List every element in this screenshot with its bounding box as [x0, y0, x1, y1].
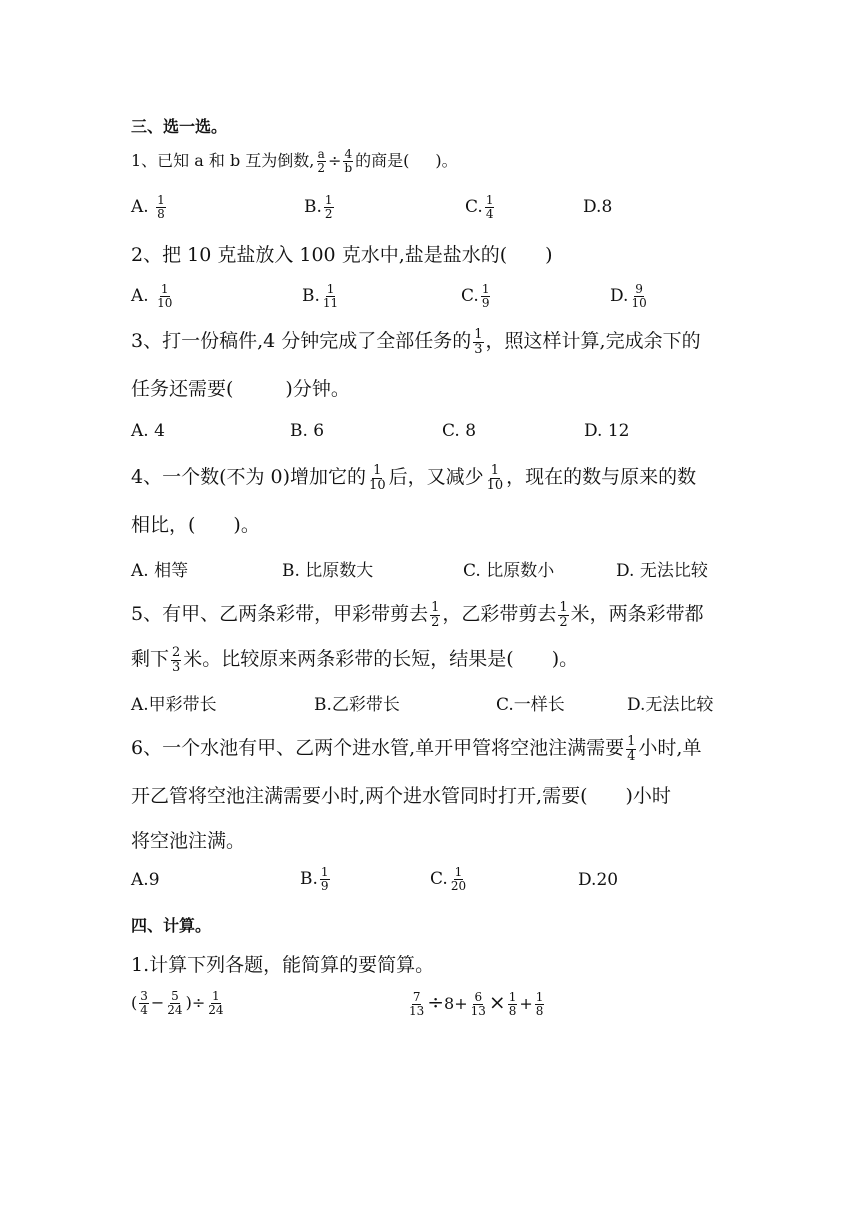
question-3-line-2: 任务还需要( )分钟。 [131, 378, 350, 400]
section-4-instruction: 1.计算下列各题，能简算的要简算。 [131, 954, 435, 976]
q1-option-c[interactable]: C. $\frac{1}{4}$ [465, 193, 494, 221]
q1-operator: ÷ [328, 151, 342, 170]
expr1-fraction-a: $\frac{3}{4}$ [140, 989, 148, 1017]
q2-option-a[interactable]: A. $\frac{1}{10}$ [131, 282, 173, 310]
expression-2: $\frac{7}{13}$ ÷8+ $\frac{6}{13}$ × $\frac{1}{8}$ + $\frac{1}{8}$ [409, 990, 544, 1018]
question-1 [131, 148, 458, 175]
q6-option-c[interactable]: C. $\frac{1}{20}$ [430, 865, 467, 893]
q3-fraction: $\frac{1}{3}$ [474, 326, 483, 357]
q1-option-b[interactable]: B. $\frac{1}{2}$ [304, 193, 333, 221]
q1-option-a[interactable]: A. $\frac{1}{8}$ [131, 193, 165, 221]
expr2-fraction-c: $\frac{1}{8}$ [508, 990, 517, 1018]
q5-fraction-a: $\frac{1}{2}$ [431, 599, 440, 630]
question-3-line-1: 3、打一份稿件,4 分钟完成了全部任务的 $\frac{1}{3}$ ，照这样计算,完成余下的 [131, 326, 701, 357]
section-3-title: 三、选一选。 [131, 117, 228, 136]
question-6-line-2: 开乙管将空池注满需要小时,两个进水管同时打开,需要( )小时 [131, 785, 671, 807]
q4-option-a[interactable]: A. 相等 [131, 561, 189, 581]
section-4-title: 四、计算。 [131, 916, 212, 935]
expr2-fraction-d: $\frac{1}{8}$ [535, 990, 544, 1018]
question-6-line-1: 6、一个水池有甲、乙两个进水管,单开甲管将空池注满需要 $\frac{1}{4}$ 小时,单 [131, 733, 702, 764]
q4-fraction-b: $\frac{1}{10}$ [486, 462, 504, 493]
q2-option-b[interactable]: B. $\frac{1}{11}$ [302, 282, 339, 310]
q5-option-b[interactable]: B.乙彩带长 [314, 695, 400, 715]
q4-option-b[interactable]: B. 比原数大 [282, 561, 374, 581]
question-2: 2、把 10 克盐放入 100 克水中,盐是盐水的( ) [131, 244, 553, 266]
q3-option-d[interactable]: D. 12 [584, 421, 630, 441]
expr2-fraction-b: $\frac{6}{13}$ [470, 990, 486, 1018]
expr1-fraction-b: $\frac{5}{24}$ [167, 989, 183, 1017]
question-5-line-2: 剩下 $\frac{2}{3}$ 米。比较原来两条彩带的长短，结果是( )。 [131, 644, 579, 675]
q3-option-b[interactable]: B. 6 [290, 421, 325, 441]
question-5-line-1: 5、有甲、乙两条彩带，甲彩带剪去 $\frac{1}{2}$ ，乙彩带剪去 $\frac{1}{2}$ 米，两条彩带都 [131, 599, 704, 630]
q5-option-d[interactable]: D.无法比较 [627, 695, 714, 715]
q1-option-d[interactable]: D.8 [583, 197, 613, 217]
q5-option-a[interactable]: A.甲彩带长 [131, 695, 217, 715]
q1-text-end: )。 [435, 151, 458, 170]
q4-fraction-a: $\frac{1}{10}$ [369, 462, 386, 493]
q3-option-a[interactable]: A. 4 [131, 421, 165, 441]
expr2-fraction-a: $\frac{7}{13}$ [409, 990, 425, 1018]
q1-text-suffix: 的商是( [355, 151, 410, 170]
q5-fraction-c: $\frac{2}{3}$ [172, 644, 181, 675]
q3-option-c[interactable]: C. 8 [442, 421, 477, 441]
q1-fraction-b: $\frac{4}{b}$ [344, 147, 353, 175]
expr1-fraction-c: $\frac{1}{24}$ [208, 989, 224, 1017]
q1-fraction-a: $\frac{a}{2}$ [317, 147, 326, 175]
question-6-line-3: 将空池注满。 [131, 830, 246, 852]
q6-fraction: $\frac{1}{4}$ [627, 733, 636, 764]
question-4-line-2: 相比，( )。 [131, 514, 260, 536]
q5-option-c[interactable]: C.一样长 [496, 695, 565, 715]
q5-fraction-b: $\frac{1}{2}$ [559, 599, 568, 630]
expression-1: ( $\frac{3}{4}$ − $\frac{5}{24}$ )÷ $\frac{1}{24}$ [131, 989, 224, 1017]
q4-option-c[interactable]: C. 比原数小 [463, 561, 555, 581]
q6-option-a[interactable]: A.9 [131, 870, 160, 890]
q6-option-b[interactable]: B. $\frac{1}{9}$ [300, 865, 329, 893]
q4-option-d[interactable]: D. 无法比较 [616, 561, 708, 581]
q1-text-prefix: 1、已知 a 和 b 互为倒数, [131, 151, 315, 170]
q2-option-c[interactable]: C. $\frac{1}{9}$ [461, 282, 490, 310]
q6-option-d[interactable]: D.20 [578, 870, 619, 890]
question-4-line-1: 4、一个数(不为 0)增加它的 $\frac{1}{10}$ 后，又减少 $\frac{1}{10}$ ，现在的数与原来的数 [131, 462, 697, 493]
q2-option-d[interactable]: D. $\frac{9}{10}$ [610, 282, 647, 310]
